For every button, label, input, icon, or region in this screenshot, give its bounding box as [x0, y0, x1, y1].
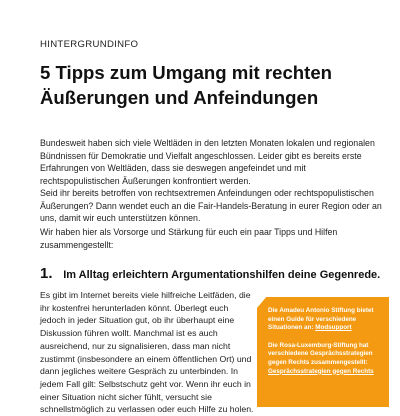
- tips-intro-paragraph: [40, 226, 385, 251]
- page-title: [40, 60, 380, 110]
- callout-block-rosa: [268, 342, 386, 376]
- strategies-link[interactable]: Gesprächsstrategien gegen Rechts: [268, 367, 374, 375]
- modsupport-link[interactable]: Modsupport: [315, 324, 352, 332]
- callout-line: verschiedene Gesprächsstrategien: [268, 350, 373, 358]
- text-line: Es gibt im Internet bereits viele hilfreiche Leitfäden, die: [40, 290, 251, 300]
- text-line: Bündnissen für Demokratie und Vielfalt angeschlossen. Leider gibt es bereits erste: [40, 150, 362, 161]
- callout-prefix: Situationen an:: [268, 324, 316, 332]
- text-line: dann jegliches weitere Gespräch zu unterbinden. In: [40, 366, 239, 377]
- text-line: Seid ihr bereits betroffen von rechtsextremen Anfeindungen oder rechtspopulistischen: [40, 188, 374, 198]
- text-line: rechtspopulistischen Äußerungen konfrontiert werden.: [40, 175, 251, 186]
- text-line: jedoch in jeder Situation gut, ob ihr überhaupt eine: [40, 315, 235, 326]
- question-paragraph: [40, 187, 385, 225]
- text-line: Wir haben hier als Vorsorge und Stärkung für euch ein paar Tipps und Hilfen: [40, 227, 338, 237]
- section-1-heading: [40, 261, 380, 285]
- section-heading-text: Im Alltag erleichtern Argumentationshilfen deine Gegenrede.: [63, 269, 381, 281]
- text-line: Erfahrungen von Weltläden, dass sie deswegen angefeindet und mit: [40, 163, 306, 174]
- text-line: zusammengestellt:: [40, 239, 114, 250]
- callout-line: Die Rosa-Luxemburg-Stiftung hat: [268, 341, 369, 349]
- section-1-body: [40, 289, 254, 416]
- text-line: zustimmt (insbesondere an einem öffentlichen Ort) und: [40, 353, 252, 364]
- text-line: jedem Fall gilt: Selbstschutz geht vor. Wenn ihr euch in: [40, 378, 251, 389]
- text-line: einer Situation nicht sicher fühlt, versucht sie: [40, 391, 212, 402]
- text-line: schnellstmöglich zu verlassen oder euch Hilfe zu holen.: [40, 404, 254, 415]
- resource-callout-content: [268, 307, 386, 385]
- callout-line: gegen Rechts zusammengestellt:: [268, 358, 368, 366]
- title-line: 5 Tipps zum Umgang mit rechten: [40, 62, 333, 83]
- callout-line: [268, 324, 386, 333]
- text-line: uns, damit wir euch unterstützen können.: [40, 213, 201, 224]
- section-number: 1.: [40, 265, 53, 282]
- callout-block-amadeu: [268, 307, 386, 333]
- text-line: Äußerungen? Dann wendet euch an die Fair-Handels-Beratung in eurer Region oder an: [40, 200, 382, 211]
- title-line: Äußerungen und Anfeindungen: [40, 87, 319, 108]
- text-line: ihr kostenfrei herunterladen könnt. Überlegt euch: [40, 302, 229, 313]
- eyebrow-label: HINTERGRUNDINFO: [40, 39, 139, 50]
- text-line: Bundesweit haben sich viele Weltläden in den letzten Monaten lokalen und regionalen: [40, 138, 375, 148]
- callout-line: einen Guide für verschiedene: [268, 315, 357, 323]
- callout-line: Die Amadeu Antonio Stiftung bietet: [268, 307, 374, 314]
- text-line: ausreichend, nur zu signalisieren, dass man nicht: [40, 340, 231, 351]
- text-line: Diskussion führen wollt. Manchmal ist es auch: [40, 328, 218, 339]
- intro-paragraph: [40, 137, 385, 187]
